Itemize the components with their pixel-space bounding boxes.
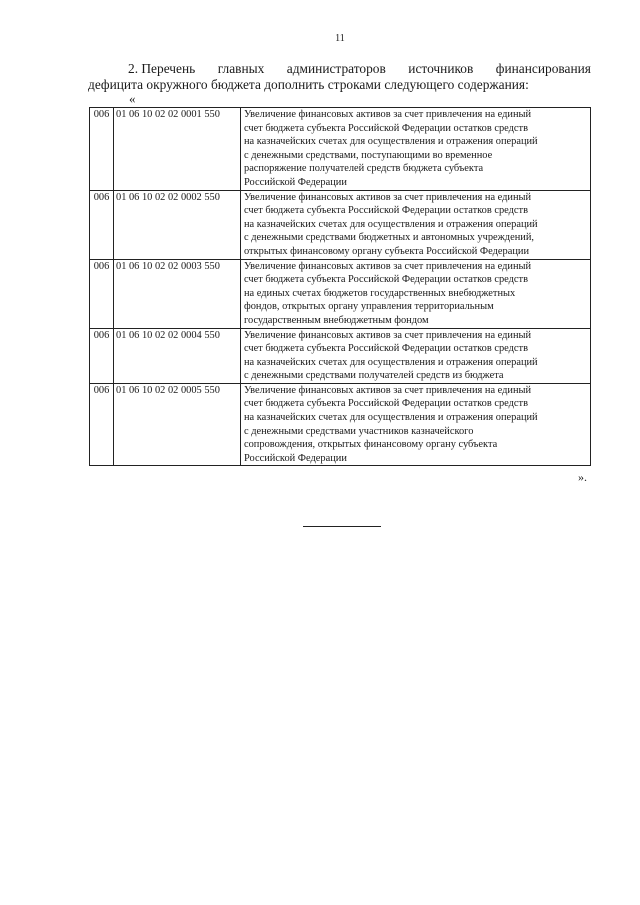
source-name-cell	[241, 259, 591, 328]
source-name-line: на казначейских счетах для осуществления и отражения операций	[244, 136, 538, 148]
table-row	[90, 108, 591, 191]
source-name-line: на казначейских счетах для осуществления и отражения операций	[244, 218, 538, 230]
source-name-line: Увеличение финансовых активов за счет привлечения на единый	[244, 260, 532, 272]
source-code-cell: 01 06 10 02 02 0002 550	[114, 190, 241, 259]
source-name-line: Увеличение финансовых активов за счет привлечения на единый	[244, 191, 532, 203]
table-row	[90, 383, 591, 466]
intro-word: 2. Перечень	[128, 61, 196, 76]
source-code-cell: 01 06 10 02 02 0004 550	[114, 328, 241, 383]
intro-line-1	[88, 61, 591, 77]
admin-code-cell: 006	[90, 259, 114, 328]
closing-quote: ».	[578, 470, 587, 484]
source-name-line: с денежными средствами бюджетных и автономных учреждений,	[244, 232, 534, 244]
source-code-cell: 01 06 10 02 02 0001 550	[114, 108, 241, 191]
sources-table	[89, 107, 591, 466]
source-name-line: Увеличение финансовых активов за счет привлечения на единый	[244, 329, 532, 341]
source-name-line: на казначейских счетах для осуществления и отражения операций	[244, 356, 538, 368]
source-name-line: Увеличение финансовых активов за счет привлечения на единый	[244, 384, 532, 396]
opening-quote: «	[129, 91, 136, 106]
intro-word: источников	[408, 61, 474, 76]
source-code-cell: 01 06 10 02 02 0005 550	[114, 383, 241, 466]
admin-code-cell: 006	[90, 190, 114, 259]
admin-code-cell: 006	[90, 383, 114, 466]
intro-word: администраторов	[286, 61, 386, 76]
source-name-line: Увеличение финансовых активов за счет привлечения на единый	[244, 109, 532, 120]
intro-paragraph	[88, 61, 591, 93]
source-name-line: государственным внебюджетным фондом	[244, 314, 429, 326]
source-code-cell: 01 06 10 02 02 0003 550	[114, 259, 241, 328]
source-name-cell	[241, 328, 591, 383]
page-number: 11	[335, 33, 345, 44]
source-name-line: сопровождения, открытых финансовому органу субъекта	[244, 439, 498, 451]
intro-word: финансирования	[495, 61, 591, 76]
source-name-line: счет бюджета субъекта Российской Федерации остатков средств	[244, 205, 528, 217]
source-name-cell	[241, 190, 591, 259]
table-row	[90, 259, 591, 328]
source-name-line: с денежными средствами участников казначейского	[244, 425, 474, 437]
table-row	[90, 328, 591, 383]
source-name-cell	[241, 383, 591, 466]
sources-table-body	[90, 108, 591, 466]
source-name-line: с денежными средствами получателей средств из бюджета	[244, 370, 504, 382]
source-name-line: счет бюджета субъекта Российской Федерации остатков средств	[244, 122, 528, 134]
source-name-line: Российской Федерации	[244, 452, 347, 464]
source-name-line: счет бюджета субъекта Российской Федерации остатков средств	[244, 398, 528, 410]
source-name-line: счет бюджета субъекта Российской Федерации остатков средств	[244, 343, 528, 355]
admin-code-cell: 006	[90, 328, 114, 383]
intro-line-2: дефицита окружного бюджета дополнить строками следующего содержания:	[88, 77, 529, 92]
source-name-line: на единых счетах бюджетов государственных внебюджетных	[244, 287, 516, 299]
intro-word: главных	[217, 61, 265, 76]
source-name-line: открытых финансовому органу субъекта Российской Федерации	[244, 245, 530, 257]
source-name-line: счет бюджета субъекта Российской Федерации остатков средств	[244, 274, 528, 286]
source-name-line: фондов, открытых органу управления территориальным	[244, 301, 494, 313]
source-name-line: на казначейских счетах для осуществления и отражения операций	[244, 412, 538, 424]
admin-code-cell: 006	[90, 108, 114, 191]
source-name-line: распоряжение получателей средств бюджета субъекта	[244, 163, 484, 175]
end-separator-line	[303, 526, 381, 527]
source-name-line: с денежными средствами, поступающими во временное	[244, 149, 493, 161]
table-row	[90, 190, 591, 259]
source-name-cell	[241, 108, 591, 191]
source-name-line: Российской Федерации	[244, 176, 347, 188]
